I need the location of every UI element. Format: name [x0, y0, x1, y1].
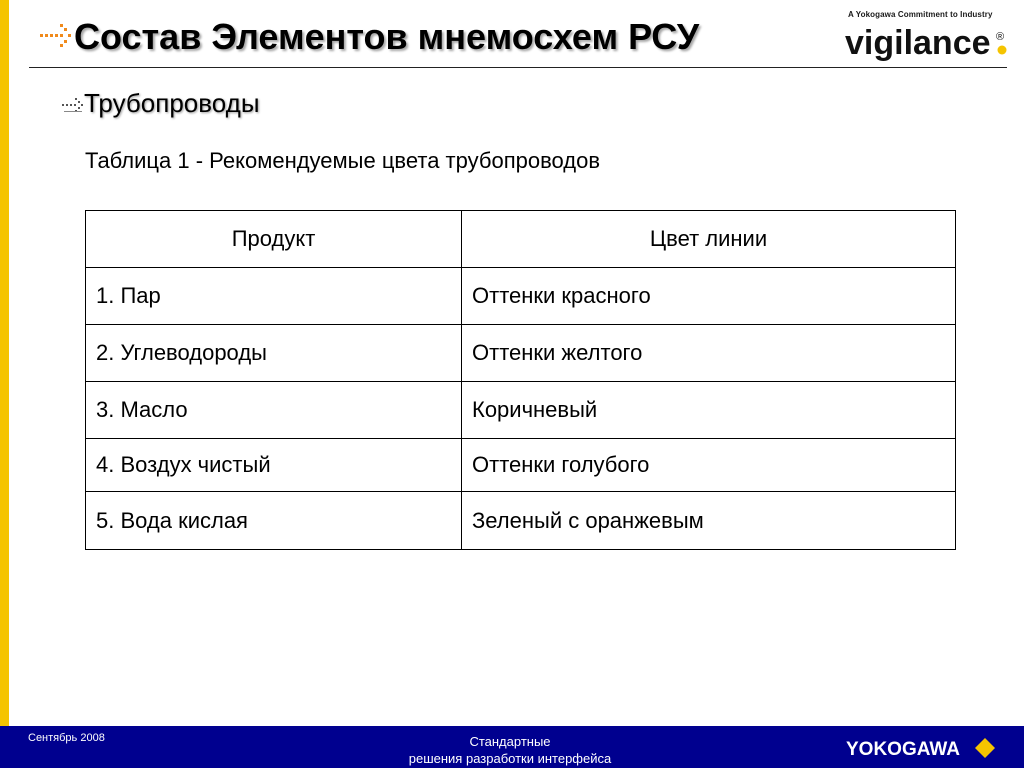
- yokogawa-diamond-icon: [975, 738, 995, 758]
- vigilance-logo: [845, 20, 1010, 64]
- product-cell: 3. Масло: [86, 382, 462, 439]
- product-cell: 4. Воздух чистый: [86, 439, 462, 492]
- product-cell: 2. Углеводороды: [86, 325, 462, 382]
- section-subtitle: Трубопроводы: [84, 88, 260, 118]
- logo-registered-mark: ®: [996, 31, 1005, 43]
- table-row: [86, 439, 956, 492]
- left-accent-stripe: [0, 0, 9, 726]
- pipe-colors-table: [85, 210, 956, 550]
- line-color-cell: Коричневый: [462, 382, 956, 439]
- vigilance-logo-text: vigilance: [845, 24, 991, 62]
- footer-bar: [0, 726, 1024, 768]
- column-header-line-color: Цвет линии: [462, 211, 956, 268]
- yokogawa-logo: [846, 734, 996, 762]
- yokogawa-logo-text: YOKOGAWA: [846, 739, 961, 760]
- title-divider: [29, 67, 1007, 68]
- column-header-product: Продукт: [86, 211, 462, 268]
- product-cell: 5. Вода кислая: [86, 492, 462, 550]
- table-row: [86, 492, 956, 550]
- table-row: [86, 325, 956, 382]
- footer-caption-line-2: решения разработки интерфейса: [408, 751, 612, 766]
- table-row: [86, 268, 956, 325]
- footer-date: Сентябрь 2008: [28, 732, 105, 744]
- logo-tagline: A Yokogawa Commitment to Industry: [848, 10, 993, 19]
- table-header-row: [86, 211, 956, 268]
- table-caption: Таблица 1 - Рекомендуемые цвета трубопроводов: [85, 148, 601, 173]
- line-color-cell: Оттенки голубого: [462, 439, 956, 492]
- line-color-cell: Зеленый с оранжевым: [462, 492, 956, 550]
- title-arrow-icon: [40, 22, 74, 48]
- line-color-cell: Оттенки красного: [462, 268, 956, 325]
- footer-caption-line-1: Стандартные: [469, 734, 551, 749]
- page-title: Состав Элементов мнемосхем РСУ: [74, 16, 700, 57]
- product-cell: 1. Пар: [86, 268, 462, 325]
- table-row: [86, 382, 956, 439]
- line-color-cell: Оттенки желтого: [462, 325, 956, 382]
- footer-caption: [340, 733, 680, 767]
- subtitle-arrow-icon: [62, 97, 84, 113]
